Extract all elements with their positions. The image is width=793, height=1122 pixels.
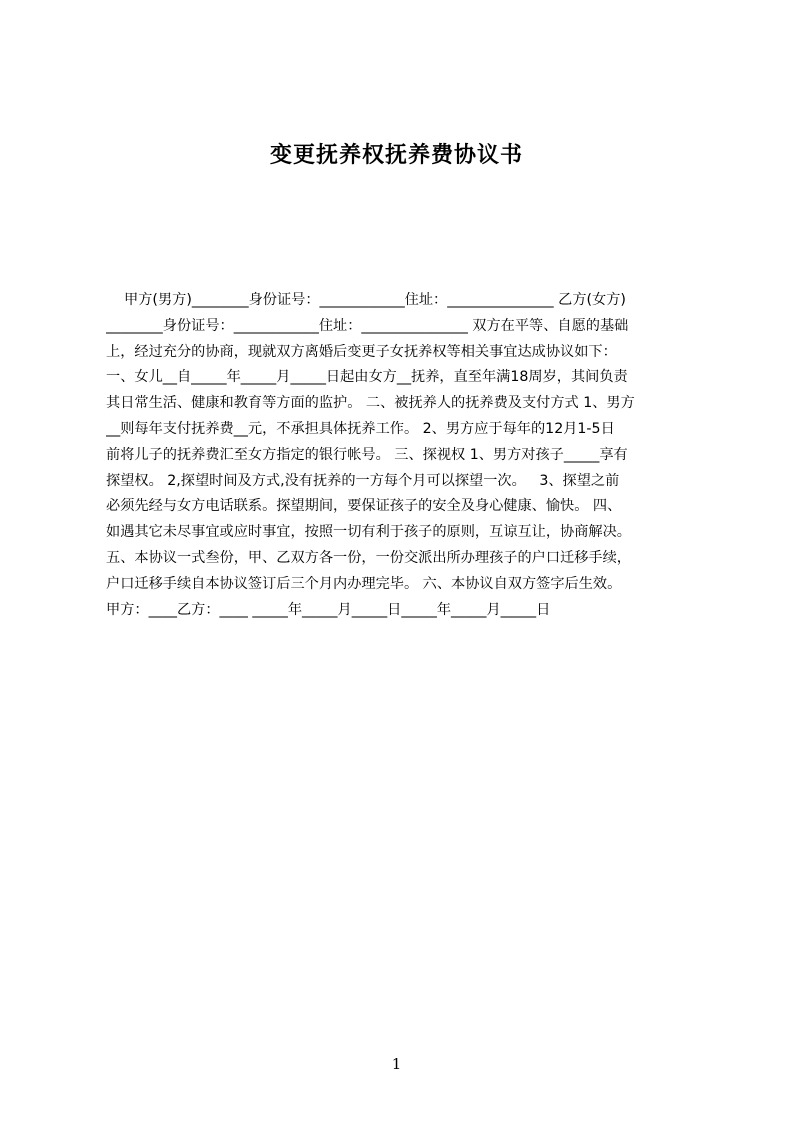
signature-line: 甲方：____乙方：____ _____年_____月_____日_____年_____月_____日 (106, 601, 551, 618)
body-line: 其日常生活、健康和教育等方面的监护。 二、被抚养人的抚养费及支付方式 1、男方 (106, 395, 635, 412)
body-line: 探望权。 2,探望时间及方式,没有抚养的一方每个月可以探望一次。 3、探望之前 (106, 472, 620, 489)
body-line: 如遇其它未尽事宜或应时事宜，按照一切有利于孩子的原则，互谅互让，协商解决。 (106, 524, 631, 541)
body-line: 一、女儿__自_____年_____月_____日起由女方__抚养，直至年满18周岁，其间负责 (106, 369, 628, 386)
document-title: 变更抚养权抚养费协议书 (269, 143, 523, 168)
body-line: 上，经过充分的协商，现就双方离婚后变更子女抚养权等相关事宜达成协议如下： (106, 343, 617, 360)
body-line: __则每年支付抚养费__元，不承担具体抚养工作。 2、男方应于每年的12月1-5日 (106, 420, 615, 437)
body-line: ________身份证号：____________住址：_______________ 双方在平等、自愿的基础 (106, 317, 629, 334)
agreement-body (106, 288, 701, 623)
body-line: 甲方(男方)________身份证号：____________住址：_______________ 乙方(女方) (106, 292, 626, 308)
body-line: 必须先经与女方电话联系。探望期间，要保证孩子的安全及身心健康、愉快。 四、 (106, 498, 622, 515)
page-number: 1 (391, 1055, 402, 1073)
body-line: 户口迁移手续自本协议签订后三个月内办理完毕。 六、本协议自双方签字后生效。 (106, 575, 622, 592)
body-line: 前将儿子的抚养费汇至女方指定的银行帐号。 三、探视权 1、男方对孩子_____享有 (106, 446, 628, 463)
body-line: 五、本协议一式叁份，甲、乙双方各一份，一份交派出所办理孩子的户口迁移手续， (106, 549, 631, 566)
